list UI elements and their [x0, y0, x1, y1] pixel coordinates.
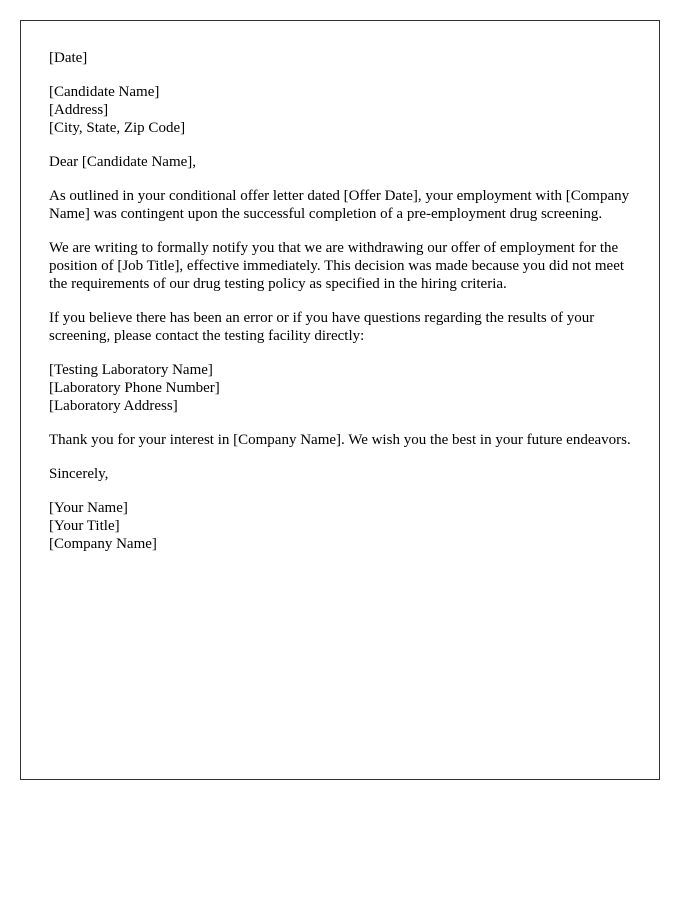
paragraph-contact-instructions: If you believe there has been an error or if you have questions regarding the results of your screening, please contact the testing facility directly:	[49, 310, 595, 344]
lab-address: [Laboratory Address]	[49, 398, 178, 414]
recipient-city-state-zip: [City, State, Zip Code]	[49, 120, 186, 136]
lab-contact-block	[49, 361, 639, 415]
salutation: Dear [Candidate Name],	[49, 154, 197, 170]
paragraph-withdrawal-notice: We are writing to formally notify you that we are withdrawing our offer of employment for the position of [Job Title], effective immediately. This decision was made because you did not meet the requirements of our drug testing policy as specified in the hiring criteria.	[49, 240, 625, 292]
letter-body	[49, 49, 639, 569]
paragraph-offer-context: As outlined in your conditional offer letter dated [Offer Date], your employment with [Company Name] was contingent upon the successful completion of a pre-employment drug screening.	[49, 188, 630, 222]
signature-block	[49, 499, 639, 553]
recipient-address-block	[49, 83, 639, 137]
sign-off-block	[49, 465, 639, 483]
lab-phone: [Laboratory Phone Number]	[49, 380, 220, 396]
signer-name: [Your Name]	[49, 500, 128, 516]
signer-company: [Company Name]	[49, 536, 157, 552]
signer-title: [Your Title]	[49, 518, 120, 534]
date-block	[49, 49, 639, 67]
letter-page	[20, 20, 660, 780]
salutation-block	[49, 153, 639, 171]
letter-date: [Date]	[49, 50, 88, 66]
recipient-name: [Candidate Name]	[49, 84, 160, 100]
recipient-address: [Address]	[49, 102, 109, 118]
paragraph-closing: Thank you for your interest in [Company Name]. We wish you the best in your future endeavors.	[49, 432, 631, 448]
sign-off: Sincerely,	[49, 466, 109, 482]
lab-name: [Testing Laboratory Name]	[49, 362, 213, 378]
